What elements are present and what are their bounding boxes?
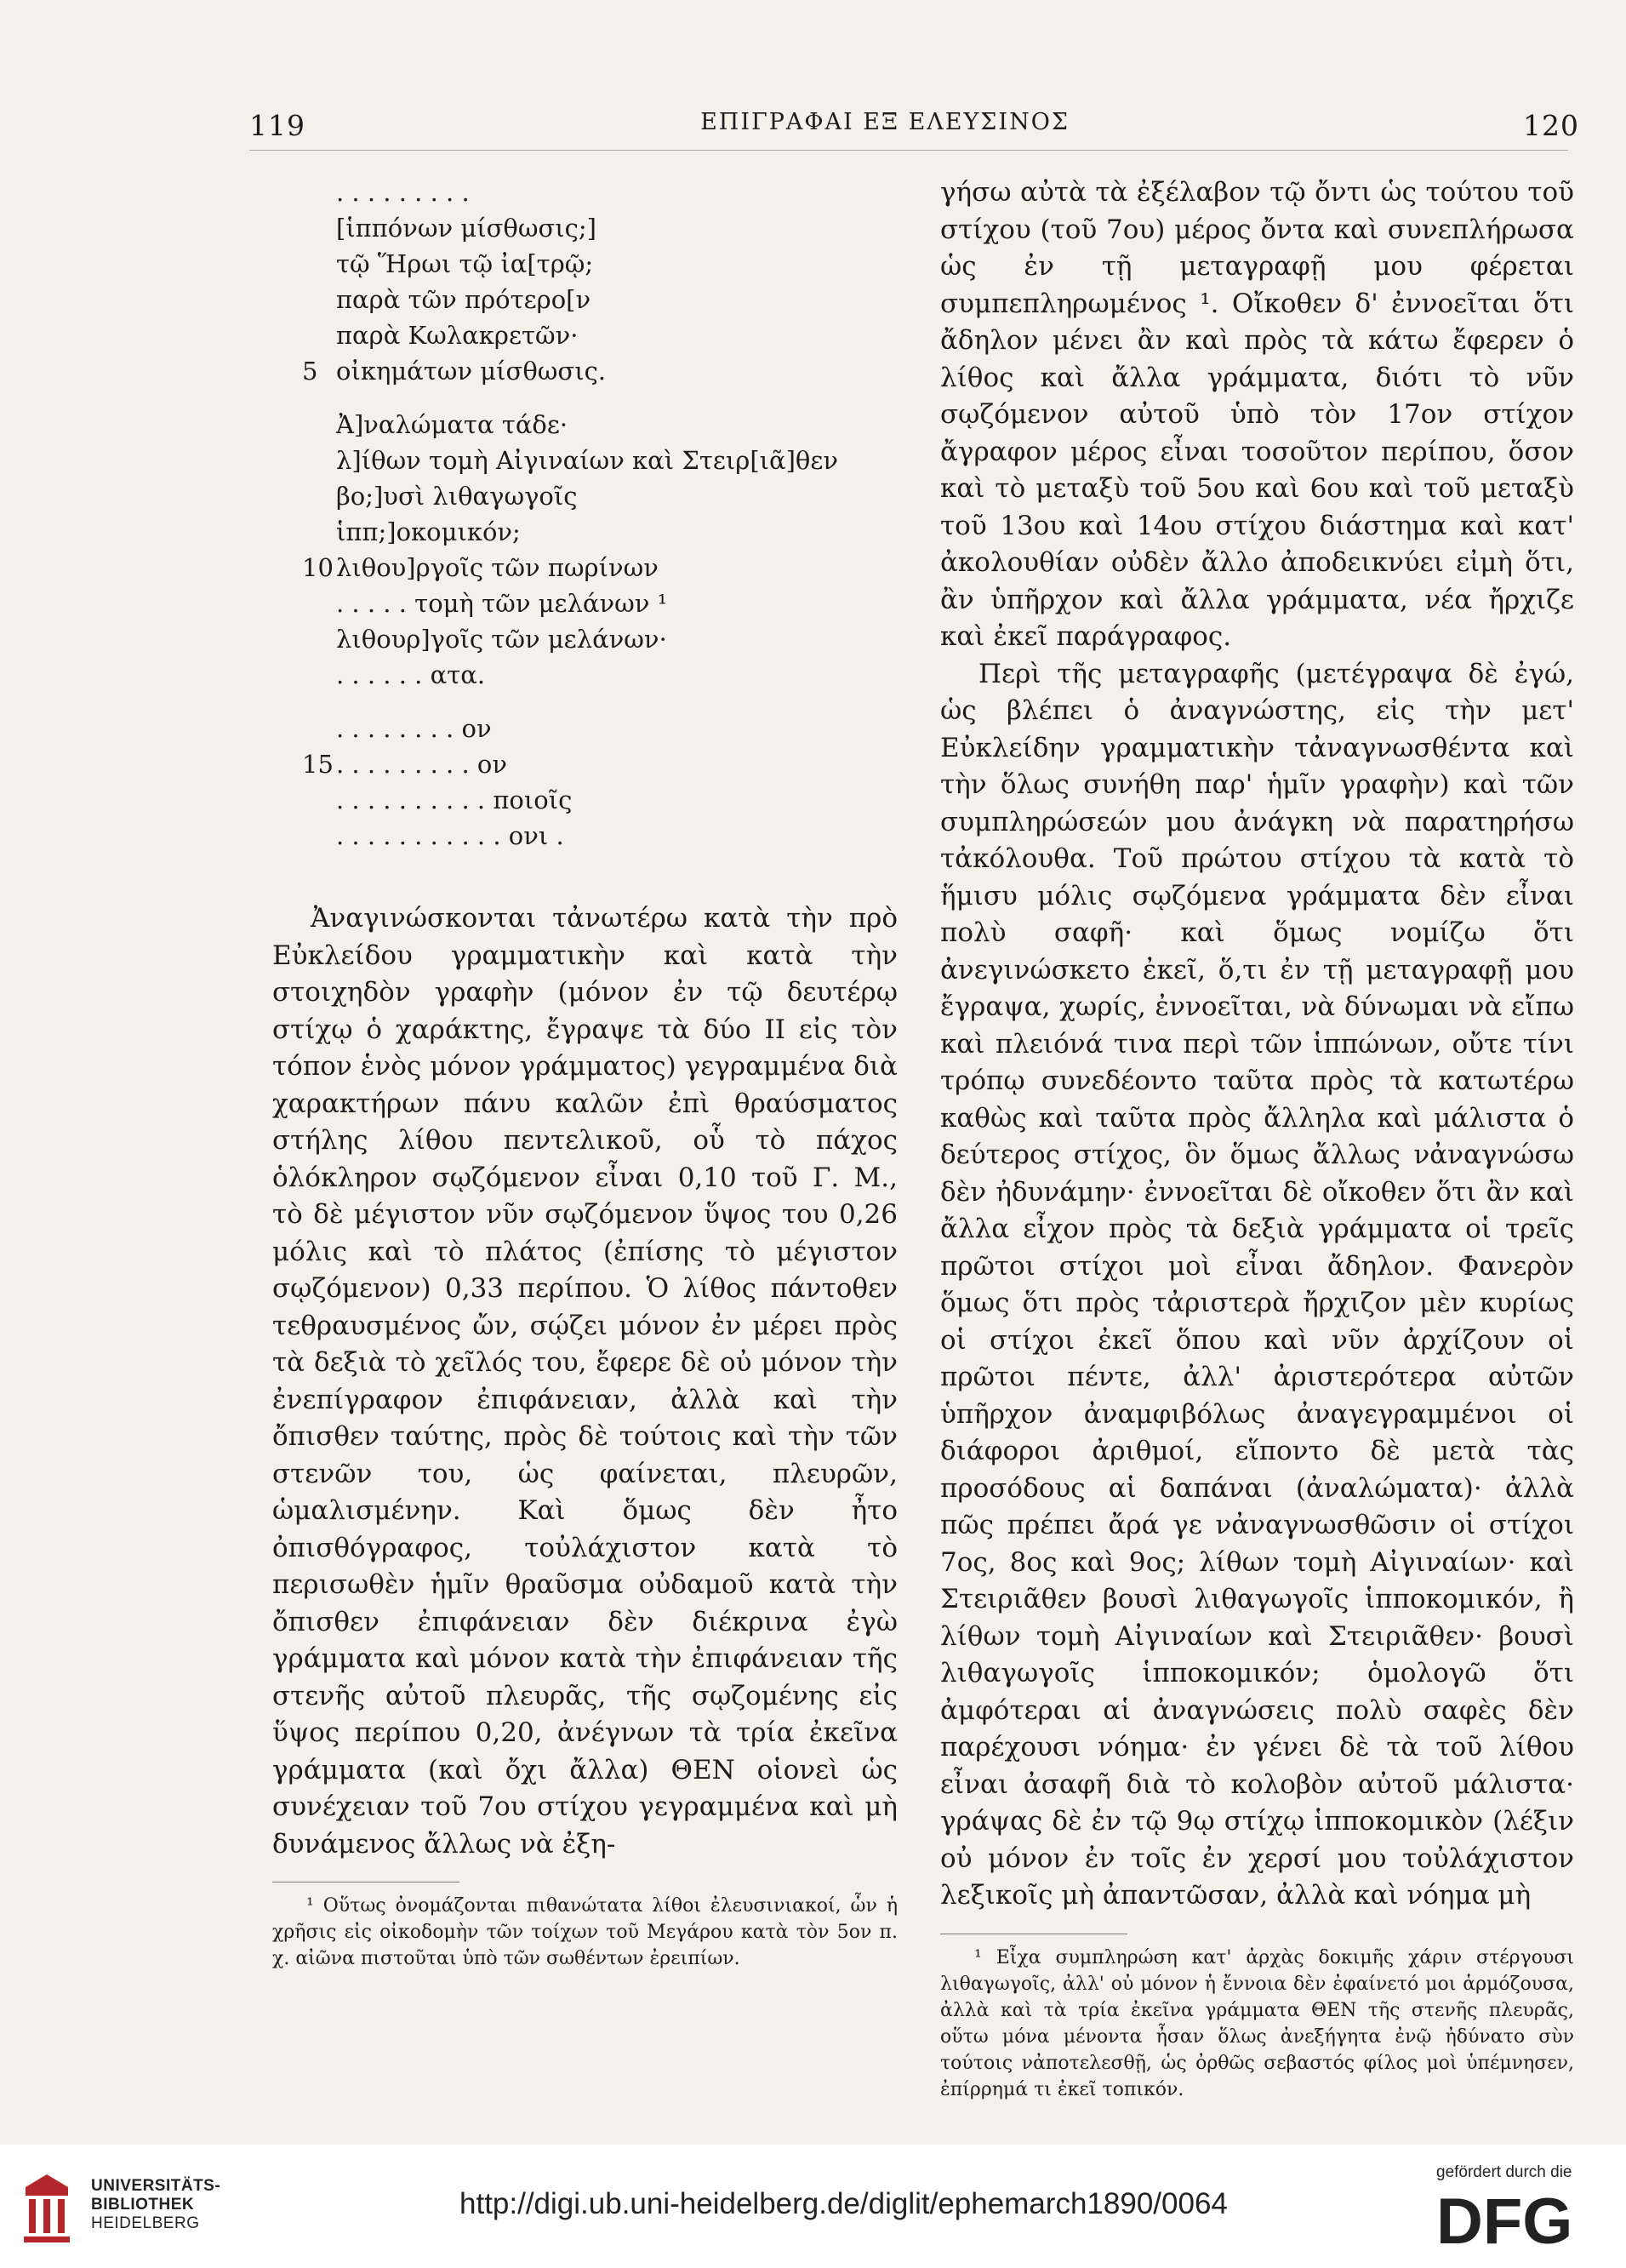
funding-note: gefördert durch die [1436,2163,1572,2181]
inscription-line: παρὰ τῶν πρότερο[ν [336,285,591,314]
inscription-line: . . . . . . . . . . ποιοῖς [336,786,573,814]
inscription-text [272,174,898,854]
dfg-logo-icon [1436,2189,1598,2250]
footnote: ¹ Οὕτως ὀνομάζονται πιθανώτατα λίθοι ἐλευσινιακοί, ὧν ἡ χρῆσις εἰς οἰκοδομὴν τῶν τοίχων τοῦ Μεγάρου κατὰ τὸν 5ον π. χ. αἰῶνα πιστοῦται ὑπὸ τῶν σωθέντων ἐρειπίων. [272,1895,898,1969]
library-name: UNIVERSITÄTS- BIBLIOTHEK HEIDELBERG [91,2177,221,2232]
library-logo-icon [17,2170,77,2247]
permalink-url[interactable]: http://digi.ub.uni-heidelberg.de/diglit/ephemarch1890/0064 [459,2187,1228,2220]
inscription-line: . . . . . . ατα. [336,660,486,689]
inscription-line: . . . . . . . . ον [336,714,492,743]
body-paragraph: Ἀναγινώσκονται τἀνωτέρω κατὰ τὴν πρὸ Εὐκλείδου γραμματικὴν καὶ κατὰ τὴν στοιχηδὸν γραφὴν (μόνον ἐν τῷ δευτέρῳ στίχῳ ὁ χαράκτης, ἔγραψε τὰ δύο ΙΙ εἰς τὸν τόπον ἑνὸς μόνον γράμματος) γεγραμμένα διὰ χαρακτήρων πάνυ καλῶν ἐπὶ θραύσματος στήλης λίθου πεντελικοῦ, οὗ τὸ πάχος ὁλόκληρον σῳζόμενον εἶναι 0,10 τοῦ Γ. Μ., τὸ δὲ μέγιστον νῦν σῳζόμενον ὕψος του 0,26 μόλις καὶ τὸ πλάτος (ἐπίσης τὸ μέγιστον σῳζόμενον) 0,33 περίπου. Ὁ λίθος πάντοθεν τεθραυσμένος ὤν, σῴζει μόνον ἐν μέρει πρὸς τὰ δεξιὰ τὸ χεῖλός του, ἔφερε δὲ οὐ μόνον τὴν ἐνεπίγραφον ἐπιφάνειαν, ἀλλὰ καὶ τὴν ὄπισθεν ταύτης, πρὸς δὲ τούτοις καὶ τὴν τῶν στενῶν του, ὡς φαίνεται, πλευρῶν, ὡμαλισμένην. Καὶ ὅμως δὲν ἦτο ὀπισθόγραφος, τοὐλάχιστον κατὰ τὸ περισωθὲν ἡμῖν θραῦσμα οὐδαμοῦ κατὰ τὴν ὄπισθεν ἐπιφάνειαν δὲν διέκρινα ἐγὼ γράμματα καὶ μόνον κατὰ τὴν ἐπιφάνειαν τῆς στενῆς αὐτοῦ πλευρᾶς, τῆς σῳζομένης εἰς ὕψος περίπου 0,20, ἀνέγνων τὰ τρία ἐκεῖνα γράμματα (καὶ ὄχι ἄλλα) ΘΕΝ οἱονεὶ ὡς συνέχειαν τοῦ 7ου στίχου γεγραμμένα καὶ μὴ δυνάμενος ἄλλως νὰ ἐξη- [272,903,898,1860]
body-paragraph: Περὶ τῆς μεταγραφῆς (μετέγραψα δὲ ἐγώ, ὡς βλέπει ὁ ἀναγνώστης, εἰς τὴν μετ' Εὐκλείδην γραμματικὴν τἀναγνωσθέντα καὶ τὴν ὅλως συνήθη παρ' ἡμῖν γραφὴν) καὶ τῶν συμπληρώσεών μου ἀνάγκη νὰ παρατηρήσω τἀκόλουθα. Τοῦ πρώτου στίχου τὰ κατὰ τὸ ἥμισυ μόλις σῳζόμενα γράμματα δὲν εἶναι πολὺ σαφῆ· καὶ ὅμως νομίζω ὅτι ἀνεγινώσκετο ἐκεῖ, ὅ,τι ἐν τῇ μεταγραφῇ μου ἔγραψα, χωρίς, ἐννοεῖται, νὰ δύνωμαι νὰ εἴπω καὶ πλειόνά τινα περὶ τῶν ἱππώνων, οὔτε τίνι τρόπῳ συνεδέοντο ταῦτα πρὸς τὰ κατωτέρω καθὼς καὶ ταῦτα πρὸς ἄλληλα καὶ μάλιστα ὁ δεύτερος στίχος, ὃν ὅμως ἄλλως νἀναγνώσω δὲν ἠδυνάμην· ἐννοεῖται δὲ οἴκοθεν ὅτι ἂν καὶ ἄλλα εἶχον πρὸς τὰ δεξιὰ γράμματα οἱ τρεῖς πρῶτοι στίχοι μοὶ εἶναι ἄδηλον. Φανερὸν ὅμως ὅτι πρὸς τἀριστερὰ ἤρχιζον μὲν κυρίως οἱ στίχοι ἐκεῖ ὅπου καὶ νῦν ἀρχίζουν οἱ πρῶτοι πέντε, ἀλλ' ἀριστερότερα αὐτῶν ὑπῆρχον ἀναμφιβόλως ἀναγεγραμμένοι οἱ διάφοροι ἀριθμοί, εἵποντο δὲ μετὰ τὰς προσόδους αἱ δαπάναι (ἀναλώματα)· ἀλλὰ πῶς πρέπει ἄρά γε νἀναγνωσθῶσιν οἱ στίχοι 7ος, 8ος καὶ 9ος; λίθων τομὴ Αἰγιναίων· καὶ Στειριᾶθεν βουσὶ λιθαγωγοῖς ἱπποκομικόν, ἢ λίθων τομὴ Αἰγιναίων καὶ Στειριᾶθεν· βουσὶ λιθαγωγοῖς ἱπποκομικόν; ὁμολογῶ ὅτι ἀμφότεραι αἱ ἀναγνώσεις πολὺ σαφὲς δὲν παρέχουσι νόημα· ἐν γένει δὲ τὰ τοῦ λίθου εἶναι ἀσαφῆ διὰ τὸ κολοβὸν αὐτοῦ μάλιστα· γράψας δὲ ἐν τῷ 9ῳ στίχῳ ἱπποκομικὸν (λέξιν οὐ μόνον ἐν τοῖς ἐν χερσί μου τοὐλάχιστον λεξικοῖς μὴ ἀπαντῶσαν, ἀλλὰ καὶ νόημα μὴ [940,658,1574,1911]
inscription-line: ἱππ;]οκομικόν; [336,517,521,546]
inscription-line: 15 . . . . . . . . . ον [302,750,508,779]
inscription-line: . . . . . τομὴ τῶν μελάνων ¹ [336,589,668,618]
inscription-line: . . . . . . . . . [336,178,470,207]
inscription-line: . . . . . . . . . . . ονι . [336,821,564,850]
inscription-line: 5 οἰκημάτων μίσθωσις. [302,357,607,386]
inscription-line: τῷ Ἥρωι τῷ ἰα[τρῷ; [336,249,594,278]
svg-text:DFG: DFG [1436,2189,1573,2250]
page-number-right: 120 [1523,109,1579,142]
inscription-line: βο;]υσὶ λιθαγωγοῖς [336,482,578,511]
inscription-line: [ἱππόνων μίσθωσις;] [336,214,597,243]
page-number-left: 119 [249,109,305,142]
inscription-line: λιθουρ]γοῖς τῶν μελάνων· [336,625,667,654]
inscription-line: παρὰ Κωλακρετῶν· [336,321,579,350]
digitization-footer [0,2145,1626,2268]
footnote: ¹ Εἶχα συμπληρώση κατ' ἀρχὰς δοκιμῆς χάριν στέργουσι λιθαγωγοῖς, ἀλλ' οὐ μόνον ἡ ἔννοια δὲν ἐφαίνετό μοι ἁρμόζουσα, ἀλλὰ καὶ τὰ τρία ἐκεῖνα γράμματα ΘΕΝ τῆς στενῆς πλευρᾶς, οὕτω μόνα μένοντα ἦσαν ὅλως ἀνεξήγητα ἐνῷ ἠδύνατο σὺν τούτοις νἀποτελεσθῇ, ὡς ὀρθῶς σεβαστός φίλος μοὶ ὑπέμνησεν, ἐπίρρημά τι ἐκεῖ τοπικόν. [940,1946,1574,2100]
body-paragraph: γήσω αὐτὰ τὰ ἐξέλαβον τῷ ὄντι ὡς τούτου τοῦ στίχου (τοῦ 7ου) μέρος ὄντα καὶ συνεπλήρωσα ὡς ἐν τῇ μεταγραφῇ μου φέρεται συμπεπληρωμένος ¹. Οἴκοθεν δ' ἐννοεῖται ὅτι ἄδηλον μένει ἂν καὶ πρὸς τὰ κάτω ἔφερεν ὁ λίθος καὶ ἄλλα γράμματα, διότι τὸ νῦν σῳζόμενον αὐτοῦ ὑπὸ τὸν 17ον στίχον ἄγραφον μέρος εἶναι τοσοῦτον περίπου, ὅσον καὶ τὸ μεταξὺ τοῦ 5ου καὶ 6ου καὶ τοῦ μεταξὺ τοῦ 13ου καὶ 14ου στίχου διάστημα καὶ κατ' ἀκολουθίαν οὐδὲν ἄλλο ἀποδεικνύει εἰμὴ ὅτι, ἂν ὑπῆρχον καὶ ἄλλα γράμματα, νέα ἤρχιζε καὶ ἐκεῖ παράγραφος. [940,177,1574,652]
inscription-line: Ἀ]ναλώματα τάδε· [336,410,568,439]
running-title: ΕΠΙΓΡΑΦΑΙ ΕΞ ΕΛΕΥΣΙΝΟΣ [700,109,1070,135]
header-rule [249,150,1568,151]
inscription-line: λ]ίθων τομὴ Αἰγιναίων καὶ Στειρ[ιᾶ]θεν [336,446,839,475]
inscription-line: 10 λιθου]ργοῖς τῶν πωρίνων [302,553,659,582]
left-column [272,174,898,1972]
right-column [940,174,1574,2103]
